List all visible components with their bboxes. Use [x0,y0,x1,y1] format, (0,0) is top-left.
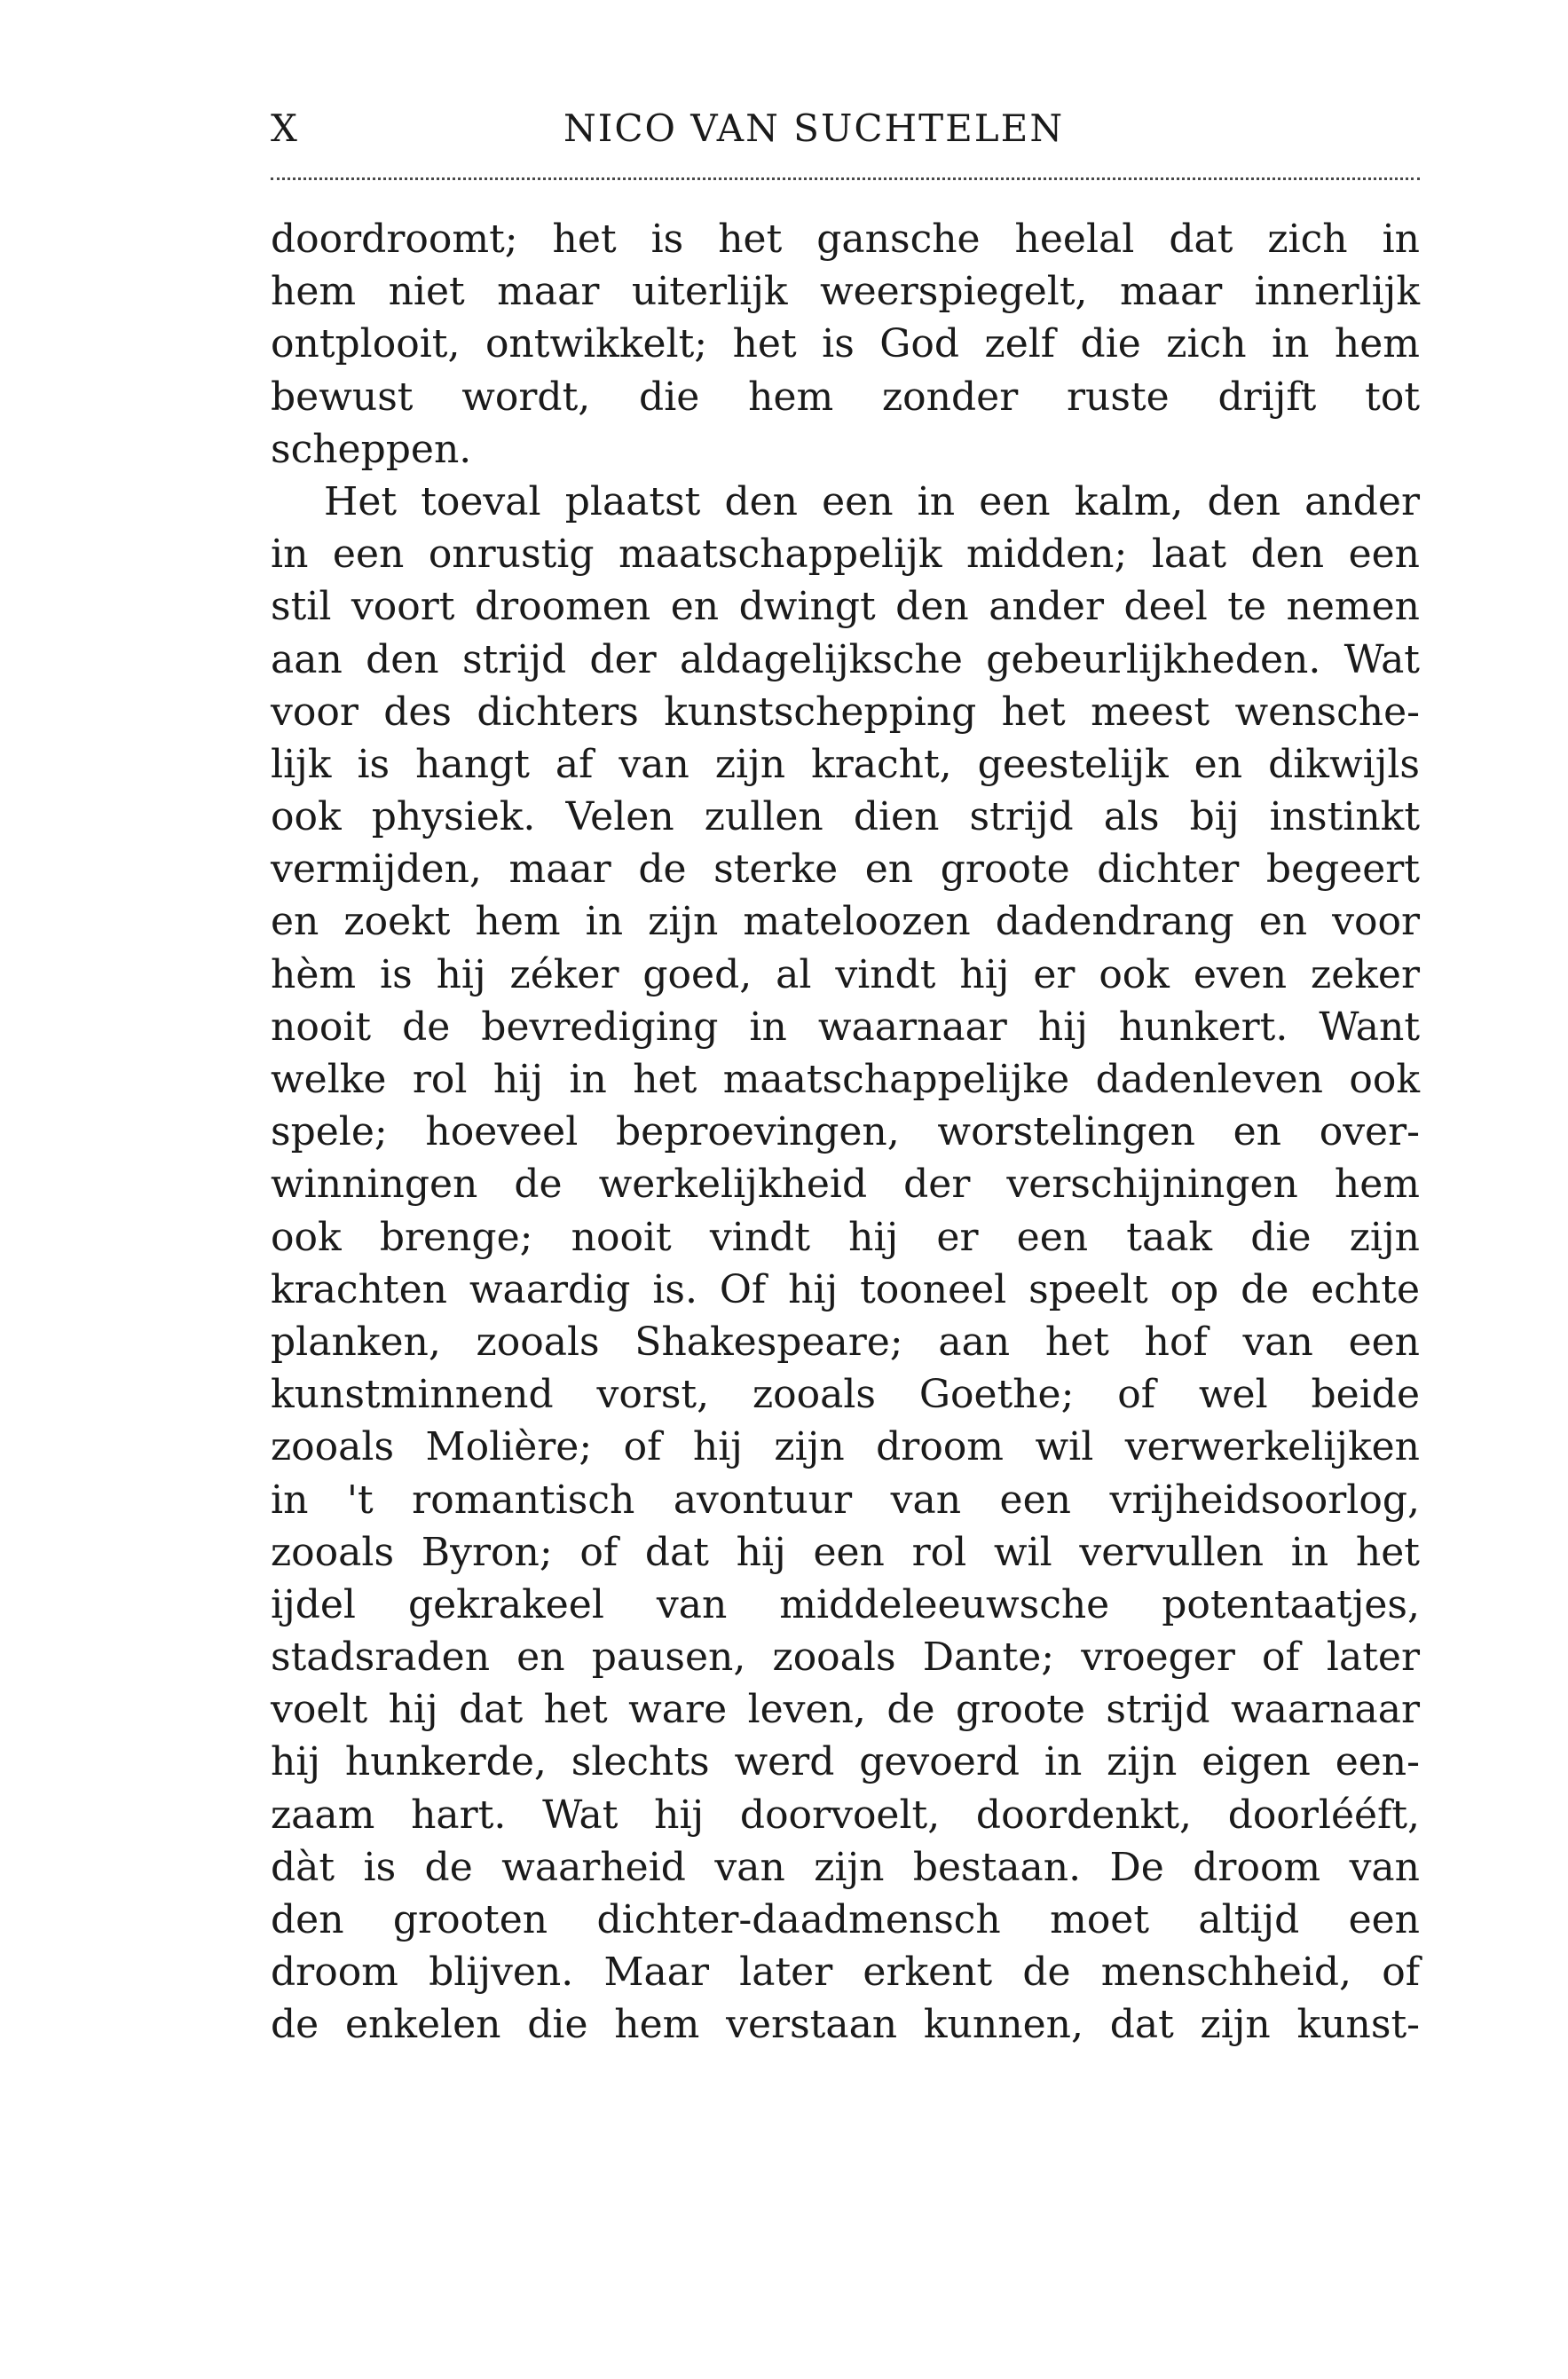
text-line: in 't romantisch avontuur van een vrijheidsoorlog, [271,1477,1420,1523]
text-line: en zoekt hem in zijn mateloozen dadendrang en voor [271,899,1420,945]
text-line: hij hunkerde, slechts werd gevoerd in zijn eigen een- [271,1739,1420,1785]
text-line: voelt hij dat het ware leven, de groote strijd waarnaar [271,1687,1420,1733]
text-line: ook brenge; nooit vindt hij er een taak die zijn [271,1214,1420,1260]
text-line: dàt is de waarheid van zijn bestaan. De droom van [271,1844,1420,1890]
text-line: kunstminnend vorst, zooals Goethe; of wel beide [271,1372,1420,1418]
text-line: voor des dichters kunstschepping het meest wensche- [271,689,1420,735]
text-line: lijk is hangt af van zijn kracht, geestelijk en dikwijls [271,741,1420,787]
text-line: stadsraden en pausen, zooals Dante; vroeger of later [271,1635,1420,1681]
dotted-rule [271,177,1420,180]
text-line: droom blijven. Maar later erkent de menschheid, of [271,1950,1420,1996]
text-line: den grooten dichter-daadmensch moet altijd een [271,1897,1420,1942]
text-line: krachten waardig is. Of hij tooneel speelt op de echte [271,1266,1420,1312]
text-line: bewust wordt, die hem zonder ruste drijft tot [271,374,1420,420]
text-line: vermijden, maar de sterke en groote dichter begeert [271,847,1420,893]
text-line: de enkelen die hem verstaan kunnen, dat zijn kunst- [271,2002,1420,2048]
page-number: X [271,106,298,150]
running-head [271,106,1420,160]
body-text [271,213,1420,2052]
text-line: welke rol hij in het maatschappelijke dadenleven ook [271,1057,1420,1102]
text-line: zaam hart. Wat hij doorvoelt, doordenkt, doorlééft, [271,1792,1420,1838]
text-line: hem niet maar uiterlijk weerspiegelt, maar innerlijk [271,269,1420,315]
running-title: NICO VAN SUCHTELEN [563,106,1065,150]
text-line: aan den strijd der aldagelijksche gebeurlijkheden. Wat [271,636,1420,682]
text-line: ook physiek. Velen zullen dien strijd als bij instinkt [271,794,1420,840]
text-line: planken, zooals Shakespeare; aan het hof van een [271,1319,1420,1365]
text-line: ijdel gekrakeel van middeleeuwsche potentaatjes, [271,1581,1420,1627]
text-line: scheppen. [271,426,472,472]
text-line: hèm is hij zéker goed, al vindt hij er ook even zeker [271,951,1420,997]
text-line: winningen de werkelijkheid der verschijningen hem [271,1162,1420,1208]
text-line: zooals Byron; of dat hij een rol wil vervullen in het [271,1529,1420,1575]
text-line: doordroomt; het is het gansche heelal dat zich in [271,217,1420,262]
paragraph-first-line: Het toeval plaatst den een in een kalm, den ander [324,478,1420,524]
text-line: spele; hoeveel beproevingen, worstelingen en over- [271,1109,1420,1155]
text-line: stil voort droomen en dwingt den ander deel te nemen [271,584,1420,630]
text-line: in een onrustig maatschappelijk midden; laat den een [271,532,1420,578]
text-line: zooals Molière; of hij zijn droom wil verwerkelijken [271,1424,1420,1470]
text-line: ontplooit, ontwikkelt; het is God zelf die zich in hem [271,321,1420,367]
text-line: nooit de bevrediging in waarnaar hij hunkert. Want [271,1004,1420,1050]
